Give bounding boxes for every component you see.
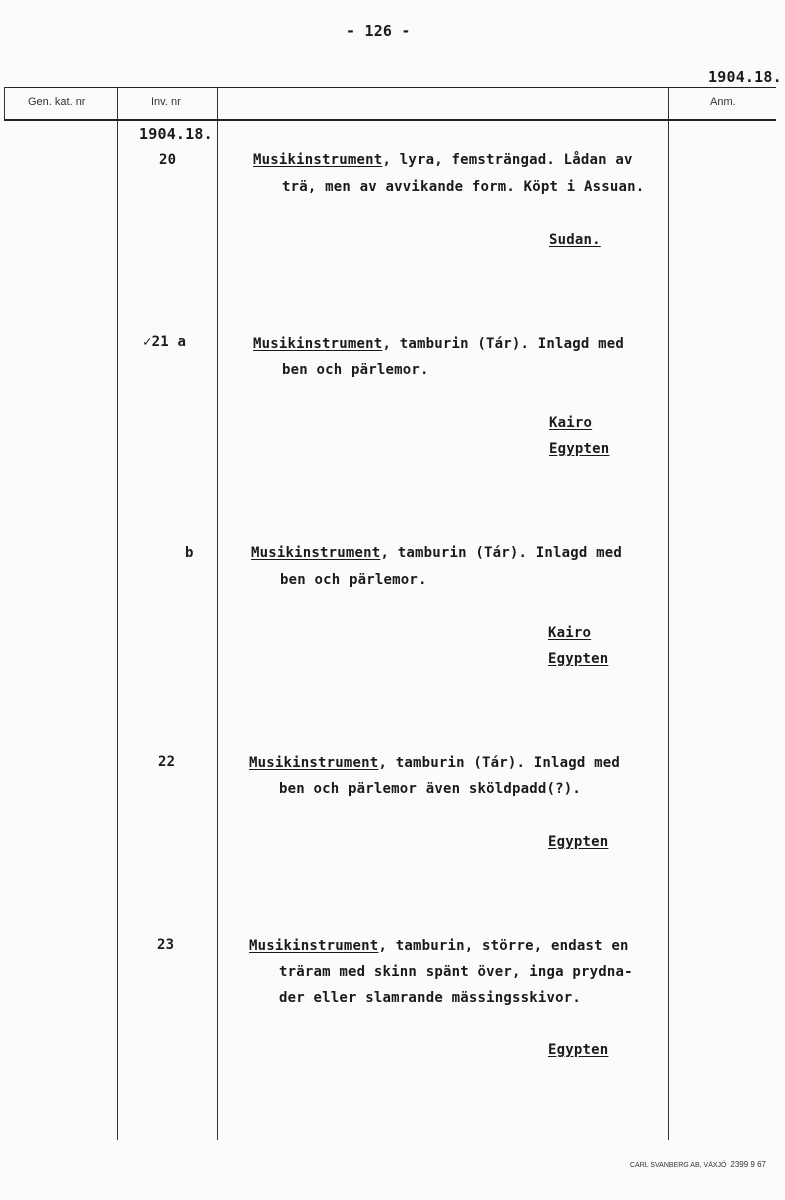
inventory-number: 22 xyxy=(158,754,176,770)
year-reference-column: 1904.18. xyxy=(139,125,213,143)
column-divider-desc-anm xyxy=(668,87,669,1140)
inventory-number: ✓21 a xyxy=(143,334,187,350)
place-name: Kairo xyxy=(548,625,592,641)
inventory-number: 23 xyxy=(157,937,175,953)
header-top-rule xyxy=(4,87,776,88)
entry-line: ben och pärlemor. xyxy=(282,362,429,378)
column-header-gen-kat: Gen. kat. nr xyxy=(28,96,86,108)
entry-line: Musikinstrument, tamburin (Tár). Inlagd med xyxy=(249,755,621,771)
place-name: Egypten xyxy=(548,1042,609,1058)
place-name: Egypten xyxy=(548,834,609,850)
inventory-number: b xyxy=(185,545,194,561)
header-bottom-rule xyxy=(4,119,776,121)
inventory-number: 20 xyxy=(159,152,177,168)
entry-line: der eller slamrande mässingsskivor. xyxy=(279,990,582,1006)
entry-line: trä, men av avvikande form. Köpt i Assuan. xyxy=(282,179,645,195)
column-header-inv: Inv. nr xyxy=(151,96,181,108)
object-title: Musikinstrument xyxy=(249,938,379,954)
object-title: Musikinstrument xyxy=(251,545,381,561)
column-header-anm: Anm. xyxy=(710,96,736,108)
object-title: Musikinstrument xyxy=(249,755,379,771)
page-number: - 126 - xyxy=(346,22,411,40)
printer-imprint: CARL SVANBERG AB, VÄXJÖ 2399 9 67 xyxy=(630,1160,766,1169)
table-left-border xyxy=(4,87,5,120)
entry-line: ben och pärlemor. xyxy=(280,572,427,588)
place-name: Egypten xyxy=(548,651,609,667)
object-title: Musikinstrument xyxy=(253,152,383,168)
entry-line: Musikinstrument, tamburin (Tár). Inlagd med xyxy=(251,545,623,561)
column-divider-gen-inv xyxy=(117,87,118,1140)
place-name: Kairo xyxy=(549,415,593,431)
place-name: Sudan. xyxy=(549,232,601,248)
column-divider-inv-desc xyxy=(217,87,218,1140)
place-name: Egypten xyxy=(549,441,610,457)
entry-line: Musikinstrument, tamburin (Tár). Inlagd med xyxy=(253,336,625,352)
entry-line: träram med skinn spänt över, inga prydna- xyxy=(279,964,633,980)
object-title: Musikinstrument xyxy=(253,336,383,352)
entry-line: Musikinstrument, tamburin, större, endast en xyxy=(249,938,629,954)
entry-line: Musikinstrument, lyra, femsträngad. Lådan av xyxy=(253,152,633,168)
year-reference-top: 1904.18. xyxy=(708,68,782,86)
entry-line: ben och pärlemor även sköldpadd(?). xyxy=(279,781,582,797)
